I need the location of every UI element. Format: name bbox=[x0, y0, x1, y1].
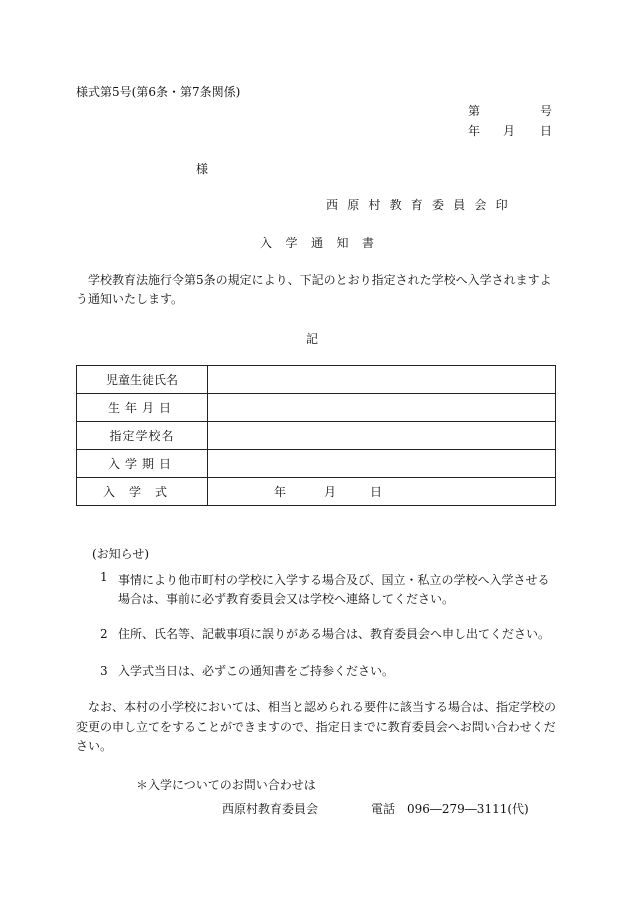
notice-item-number: 1 bbox=[100, 570, 108, 584]
table-row bbox=[77, 422, 556, 450]
table-row bbox=[77, 478, 556, 506]
row-label-birthdate: 生年月日 bbox=[77, 394, 208, 422]
notice-item-text: 入学式当日は、必ずこの通知書をご持参ください。 bbox=[118, 664, 395, 678]
notice-item-text: 住所、氏名等、記載事項に誤りがある場合は、教育委員会へ申し出てください。 bbox=[118, 627, 551, 641]
form-identifier: 様式第5号(第6条・第7条関係) bbox=[76, 85, 241, 99]
date-year-label: 年 bbox=[468, 124, 481, 138]
document-title: 入学通知書 bbox=[260, 236, 388, 250]
row-value-designated-school bbox=[208, 422, 556, 450]
row-value-birthdate bbox=[208, 394, 556, 422]
document-number-suffix: 号 bbox=[540, 104, 553, 118]
row-label-designated-school: 指定学校名 bbox=[77, 422, 208, 450]
sender-name: 西原村教育委員会印 bbox=[326, 198, 517, 212]
table-row bbox=[77, 450, 556, 478]
ceremony-day-label: 日 bbox=[370, 485, 383, 499]
ki-heading: 記 bbox=[306, 332, 319, 346]
table-row bbox=[77, 366, 556, 394]
notice-heading: (お知らせ) bbox=[92, 547, 150, 561]
date-day-label: 日 bbox=[540, 124, 553, 138]
row-value-ceremony bbox=[208, 478, 556, 506]
row-label-student-name: 児童生徒氏名 bbox=[77, 366, 208, 394]
row-value-student-name bbox=[208, 366, 556, 394]
enrollment-info-table bbox=[76, 365, 556, 506]
notice-item-number: 3 bbox=[100, 664, 108, 678]
row-label-enrollment-date: 入学期日 bbox=[77, 450, 208, 478]
table-row bbox=[77, 394, 556, 422]
contact-phone: 電話 096―279―3111(代) bbox=[371, 802, 529, 816]
notice-item-number: 2 bbox=[100, 627, 108, 641]
body-paragraph: 学校教育法施行令第5条の規定により、下記のとおり指定された学校へ入学されますよう通知いたします。 bbox=[76, 273, 552, 306]
closing-paragraph: なお、本村の小学校においては、相当と認められる要件に該当する場合は、指定学校の変更の申し立てをすることができますので、指定日までに教育委員会へお問い合わせください。 bbox=[76, 700, 557, 753]
row-label-ceremony: 入学式 bbox=[77, 478, 208, 506]
notice-item-text: 事情により他市町村の学校に入学する場合及び、国立・私立の学校へ入学させる場合は、事前に必ず教育委員会又は学校へ連絡してください。 bbox=[118, 573, 550, 606]
date-month-label: 月 bbox=[503, 124, 516, 138]
document-number-label: 第 bbox=[468, 104, 481, 118]
contact-office: 西原村教育委員会 bbox=[222, 802, 319, 816]
recipient-honorific: 様 bbox=[196, 162, 209, 176]
ceremony-year-label: 年 bbox=[274, 485, 287, 499]
row-value-enrollment-date bbox=[208, 450, 556, 478]
inquiry-note: ＊入学についてのお問い合わせは bbox=[136, 778, 316, 792]
ceremony-month-label: 月 bbox=[324, 485, 337, 499]
